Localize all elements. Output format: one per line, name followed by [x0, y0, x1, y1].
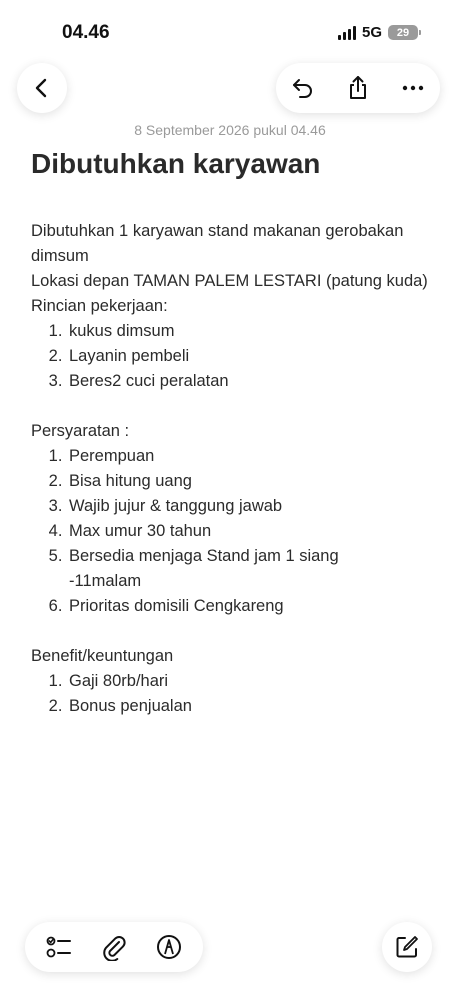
list-item: 5. Bersedia menjaga Stand jam 1 siang -11malam — [67, 544, 431, 594]
compose-button[interactable] — [382, 922, 432, 972]
benefit-list — [31, 669, 431, 719]
status-bar — [0, 0, 460, 64]
markup-pen-icon — [155, 933, 183, 961]
note-body[interactable] — [31, 219, 431, 719]
note-title[interactable]: Dibutuhkan karyawan — [31, 148, 321, 179]
list-item: 2. Bonus penjualan — [67, 694, 431, 719]
checklist-button[interactable] — [37, 925, 81, 969]
list-item: 2. Layanin pembeli — [67, 344, 431, 369]
note-intro-line: Dibutuhkan 1 karyawan stand makanan gerobakan dimsum — [31, 222, 404, 265]
note-intro-line: Lokasi depan TAMAN PALEM LESTARI (patung kuda) — [31, 272, 428, 290]
status-indicators — [338, 24, 418, 41]
checklist-icon — [45, 933, 73, 961]
rincian-list — [31, 319, 431, 394]
more-button[interactable] — [388, 63, 438, 113]
list-item: 1. Gaji 80rb/hari — [67, 669, 431, 694]
persyaratan-list — [31, 444, 431, 619]
undo-button[interactable] — [278, 63, 328, 113]
markup-button[interactable] — [147, 925, 191, 969]
list-item: 1. Perempuan — [67, 444, 431, 469]
share-button[interactable] — [333, 63, 383, 113]
blank-line — [31, 619, 431, 644]
paperclip-icon — [100, 933, 128, 961]
share-icon — [345, 75, 371, 101]
back-button[interactable] — [17, 63, 67, 113]
rincian-heading: Rincian pekerjaan: — [31, 297, 168, 315]
battery-icon: 29 — [388, 25, 418, 40]
list-item: 3. Beres2 cuci peralatan — [67, 369, 431, 394]
attach-button[interactable] — [92, 925, 136, 969]
note-date: 8 September 2026 pukul 04.46 — [134, 122, 326, 138]
bottom-toolbar — [25, 922, 203, 972]
note-actions — [276, 63, 440, 113]
blank-line — [31, 394, 431, 419]
signal-icon — [338, 26, 356, 40]
compose-icon — [394, 934, 420, 960]
network-label: 5G — [361, 24, 382, 41]
list-item: 1. kukus dimsum — [67, 319, 431, 344]
more-icon — [400, 75, 426, 101]
list-item: 6. Prioritas domisili Cengkareng — [67, 594, 431, 619]
chevron-left-icon — [31, 77, 53, 99]
status-time: 04.46 — [62, 22, 110, 43]
list-item: 3. Wajib jujur & tanggung jawab — [67, 494, 431, 519]
list-item: 4. Max umur 30 tahun — [67, 519, 431, 544]
persyaratan-heading: Persyaratan : — [31, 422, 130, 440]
undo-icon — [290, 75, 316, 101]
benefit-heading: Benefit/keuntungan — [31, 647, 174, 665]
list-item: 2. Bisa hitung uang — [67, 469, 431, 494]
